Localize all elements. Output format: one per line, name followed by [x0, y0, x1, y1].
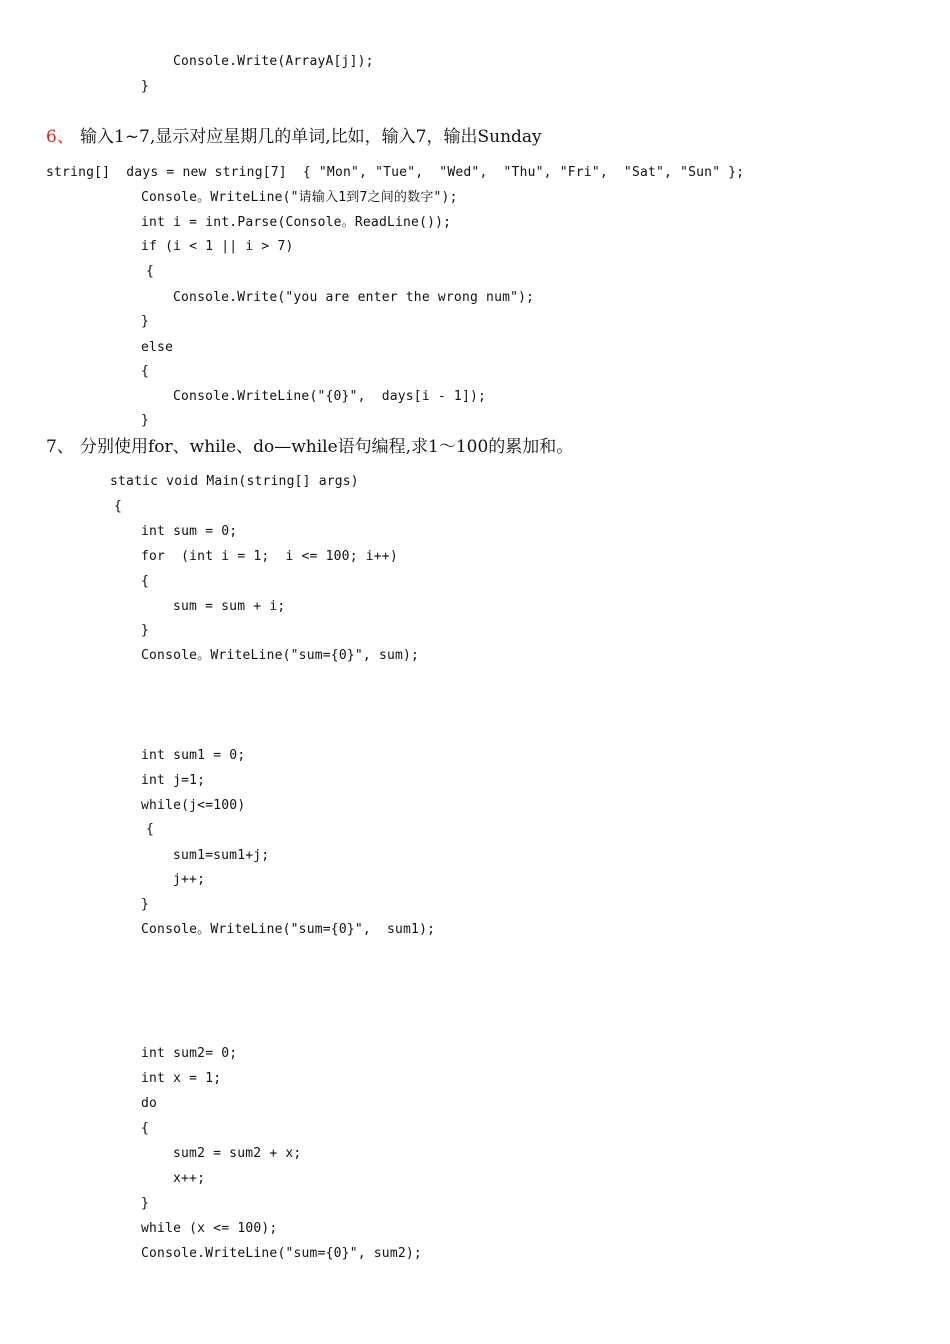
code-line: sum2 = sum2 + x; — [173, 1146, 302, 1161]
code-line: string[] days = new string[7] { "Mon", "Tue", "Wed", "Thu", "Fri", "Sat", "Sun" }; — [46, 165, 745, 180]
code-line: int i = int.Parse(Console。ReadLine()); — [141, 215, 452, 230]
code-line: int x = 1; — [141, 1071, 222, 1086]
code-line: int sum = 0; — [141, 524, 238, 539]
question-6-number: 6、 — [46, 127, 74, 147]
code-line: Console。WriteLine("sum={0}", sum); — [141, 648, 420, 663]
code-line: { — [141, 574, 150, 589]
code-line: { — [141, 1121, 150, 1136]
code-line: static void Main(string[] args) — [110, 474, 359, 489]
code-line: if (i < 1 || i > 7) — [141, 239, 294, 254]
code-line: Console.Write("you are enter the wrong num"); — [173, 290, 535, 305]
code-line: sum1=sum1+j; — [173, 848, 270, 863]
code-line: int j=1; — [141, 773, 206, 788]
code-line: } — [141, 413, 150, 428]
code-line: } — [141, 623, 150, 638]
code-line: Console.Write(ArrayA[j]); — [173, 54, 374, 69]
code-line: sum = sum + i; — [173, 599, 286, 614]
code-line: for (int i = 1; i <= 100; i++) — [141, 549, 398, 564]
code-line: { — [146, 822, 155, 837]
code-line: Console.WriteLine("{0}", days[i - 1]); — [173, 389, 487, 404]
code-line: { — [146, 264, 155, 279]
code-line: Console.WriteLine("sum={0}", sum2); — [141, 1246, 422, 1261]
code-line: } — [141, 897, 150, 912]
code-line: } — [141, 314, 150, 329]
question-6-heading: 输入1~7,显示对应星期几的单词,比如，输入7，输出Sunday — [80, 127, 542, 147]
code-line: Console。WriteLine("sum={0}", sum1); — [141, 922, 436, 937]
question-7-heading: 分别使用for、while、do—while语句编程,求1～100的累加和。 — [80, 437, 574, 457]
code-line: do — [141, 1096, 158, 1111]
code-line: else — [141, 340, 174, 355]
code-line: x++; — [173, 1171, 206, 1186]
code-line: int sum2= 0; — [141, 1046, 238, 1061]
code-line: while(j<=100) — [141, 798, 246, 813]
code-line: j++; — [173, 872, 206, 887]
code-line: } — [141, 79, 150, 94]
code-line: Console。WriteLine("请输入1到7之间的数字"); — [141, 190, 458, 205]
question-7-number: 7、 — [46, 437, 74, 457]
code-line: { — [114, 499, 123, 514]
code-line: } — [141, 1196, 150, 1211]
code-line: { — [141, 364, 150, 379]
code-line: while (x <= 100); — [141, 1221, 278, 1236]
code-line: int sum1 = 0; — [141, 748, 246, 763]
